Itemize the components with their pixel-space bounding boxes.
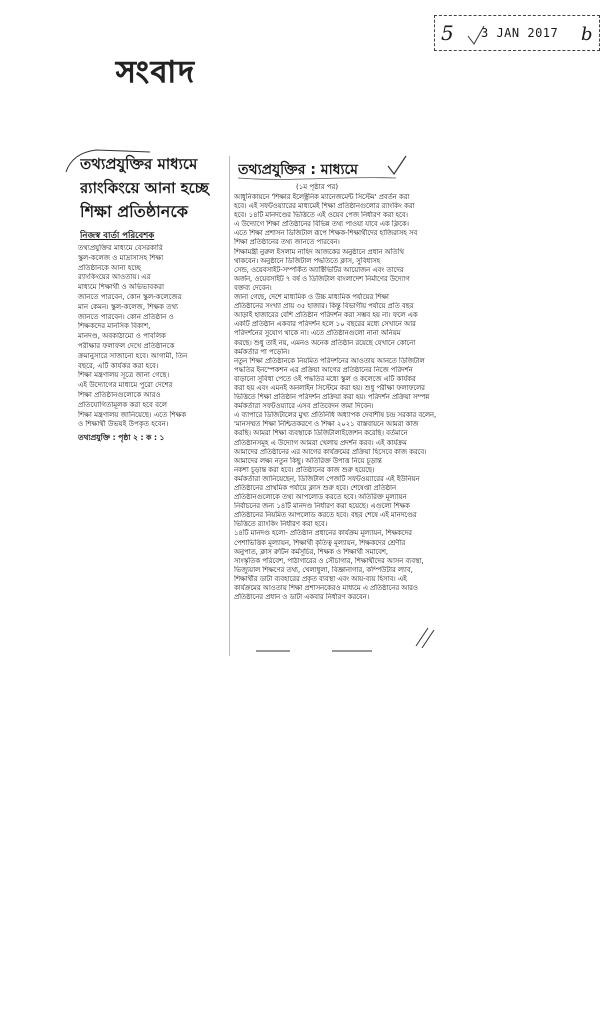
archive-stamp	[434, 15, 600, 51]
body-line: কর্মকর্তার পা পড়েনি।	[234, 347, 290, 356]
body-line: জানা গেছে, দেশে মাধ্যমিক ও উচ্চ মাধ্যমিক পর্যায়ের শিক্ষা	[234, 293, 389, 302]
body-line: পেশাভিত্তিক মূল্যায়ন, শিক্ষার্থী কৃতিত্ব মূল্যায়ন, শিক্ষকদের শ্রেণীর	[234, 538, 406, 547]
body-line: করছি। আমরা শিক্ষা ব্যবস্থাকে ডিজিটালাইজেশন করেছি। বর্তমানে	[234, 429, 408, 438]
body-line: আড়াই হাজারের বেশি প্রতিষ্ঠান পরিদর্শন করা সম্ভব হয় না। ফলে এক	[234, 311, 418, 320]
body-line: জানতে পারবেন, কোন স্কুল-কলেজের	[78, 292, 182, 301]
body-line: ভিজ্যুয়াল শিক্ষণের তথ্য, খেলাধুলা, বিজ্ঞানাগার, কম্পিউটার ল্যাব,	[234, 565, 413, 574]
body-line: শিক্ষা প্রতিষ্ঠানের তথ্য জানতে পারবেন।	[234, 238, 340, 247]
body-line: অর্জন, ওয়েবসাইট ৭ বর্ষ ও ডিজিটাল বাংলাদেশ নির্মাণের উদ্যোগ	[234, 274, 410, 283]
body-line: প্রতিষ্ঠানের সংখ্যা প্রায় ৩৫ হাজার। কিন্তু বিভাগীয় পর্যায়ে প্রতি বছর	[234, 302, 414, 311]
body-line: মাধ্যমে শিক্ষার্থী ও অভিভাবকরা	[78, 283, 164, 292]
body-line: সাংস্কৃতিক পরিবেশ, পাঠাগারের ও সৌচাগার, শিক্ষার্থীদের আসন ব্যবস্থা,	[234, 556, 424, 565]
body-line: পদ্ধতির ইনস্পেকশন এর প্রক্রিয়া আগের প্রতিষ্ঠানের নিজে পরিদর্শন	[234, 365, 413, 374]
body-line: আমাদের লক্ষ্য নতুন কিছু। অতিরিক্ত উপাত্ত নিয়ে চূড়ান্ত	[234, 456, 382, 465]
stamp-date: 3 JAN 2017	[481, 26, 559, 40]
body-line: নতুন শিক্ষা প্রতিষ্ঠানকে নিয়মিত পরিদর্শনের আওতায় আনতে ডিজিটাল	[234, 356, 425, 365]
body-line: এ উদ্যোগে শিক্ষা প্রতিষ্ঠানের বিভিন্ন তথ্য পাওয়া যাবে এক ক্লিকে।	[234, 220, 409, 229]
continued-from-label: (১ম পৃষ্ঠার পর)	[296, 183, 339, 191]
slash-mark	[416, 628, 434, 648]
body-line: শিক্ষামন্ত্রী নুরুল ইসলাম নাহিদ আজকের অনুষ্ঠানে প্রধান অতিথি	[234, 247, 404, 256]
body-line: ১৪টি মানদণ্ড হলো- প্রতিষ্ঠান প্রধানের কার্যক্রম মূল্যায়ন, শিক্ষকদের	[234, 529, 412, 538]
stamp-handwritten-mark: b	[581, 24, 593, 45]
body-line: কর্মকর্তারা সফটওয়্যারে এসব প্রতিবেদন জমা দিবেন।	[234, 402, 374, 411]
column-divider	[229, 156, 230, 656]
newspaper-masthead: সংবাদ	[116, 55, 196, 90]
body-line: আধুনিকায়নে 'শিক্ষার ইলেক্ট্রনিক ম্যানেজমেন্ট সিস্টেম' প্রবর্তন করা	[234, 193, 410, 201]
body-line: করছে। শুধু তাই নয়, এমনও অনেক প্রতিষ্ঠান রয়েছে যেখানে কোনো	[234, 338, 416, 347]
body-line: পরীক্ষার ফলাফল দেখে প্রতিষ্ঠানকে	[78, 341, 175, 350]
body-line: নকশা চূড়ান্ত করা হবে। প্রতিষ্ঠানের কাজ শুরু হয়েছে।	[234, 465, 375, 474]
body-line: প্রতিষ্ঠানসমূহ এ উদ্যোগ আমরা খেলায় প্রদর্শন করব। এই কার্যক্রম	[234, 438, 407, 447]
body-line: শিক্ষা মন্ত্রণালয় সূত্রে জানা গেছে।	[78, 371, 170, 380]
left-article-headline	[80, 152, 220, 224]
body-line: শিক্ষা মন্ত্রণালয় জানিয়েছে। এতে শিক্ষক	[78, 410, 187, 419]
stamp-number: 5	[441, 21, 454, 45]
body-line: এ ব্যাপারে ডিজিটালের মুখ্য প্রতিনিধি অধ্যাপক দেবাশীষ চন্দ্র সরকার বলেন,	[234, 411, 437, 420]
body-line: স্কুল-কলেজ ও মাদ্রাসাসহ শিক্ষা	[78, 253, 164, 262]
body-line: ভিত্তিতে র‍্যাংকিং নির্ধারণ করা হবে।	[234, 520, 328, 529]
right-article-headline: তথ্যপ্রযুক্তির : মাধ্যমে	[238, 162, 358, 178]
body-line: মানদণ্ড, অবকাঠামো ও পাবলিক	[78, 332, 166, 341]
body-line: প্রতিষ্ঠানের নিয়মিত আপলোড করতে হবে। বছর শেষে এই মানদণ্ডের	[234, 511, 417, 520]
left-article-body	[78, 244, 218, 430]
body-line: প্রতিষ্ঠানগুলোকে তথ্য আপলোড করতে হবে। অতিরিক্ত মূল্যায়ন	[234, 493, 407, 502]
body-line: বছরে, এটি কার্যকর করা হবে।	[78, 361, 159, 370]
body-line: প্রতিষ্ঠানের প্রাথমিক পর্যায়ে ক্লাস শুরু হবে। শেষেপ্তা প্রতিষ্ঠান	[234, 484, 397, 492]
body-line: থাকবেন। অনুষ্ঠানে ডিজিটাল পদ্ধতিতে ক্লাস, সুবিধাসহ	[234, 256, 381, 265]
body-line: প্রতিষ্ঠানের প্রধান ও ডাটা একবার নির্ধারণ করবেন।	[234, 593, 370, 602]
body-line: মান কেমন। স্কুল-কলেজ, শিক্ষক তথ্য	[78, 302, 179, 311]
headline-line: শিক্ষা প্রতিষ্ঠানকে	[80, 202, 188, 221]
body-line: প্রতিষ্ঠানকে আনা হচ্ছে	[78, 263, 141, 272]
body-line: 'মানসম্মত শিক্ষা নিশ্চিতকরণে ও শিক্ষা ২০২১ বাস্তবায়নে আমরা কাজ	[234, 420, 419, 429]
body-line: শিক্ষার্থীর ডাটা ব্যবহারের প্রকৃত ব্যবস্থা এবং আয়-ব্যয় হিসাব। এই	[234, 574, 407, 583]
body-line: শিক্ষকদের মানসিক বিকাশ,	[78, 322, 151, 331]
body-line: হবে। এই সফটওয়্যারের মাধ্যমেই শিক্ষা প্রতিষ্ঠানগুলোর র‍্যাংকিং করা	[234, 202, 415, 211]
body-line: কর্মকর্তারা জানিয়েছেন, ডিজিটাল পেজটি সফটওয়্যারের এই ইউনিয়ন	[234, 474, 420, 483]
body-line: অনুপাত, ক্লাস রুটিন কর্মসূচির, শিক্ষক ও শিক্ষার্থী সমাবেশ,	[234, 547, 389, 556]
left-article-continuation: তথ্যপ্রযুক্তি : পৃষ্ঠা ২ : ক : ১	[78, 433, 165, 442]
body-line: তথ্যপ্রযুক্তির মাধ্যমে বেসরকারি	[78, 244, 163, 252]
body-line: পরিদর্শনের সুযোগ থাকে না। এতে প্রতিষ্ঠানগুলো নানা অনিয়ম	[234, 329, 401, 338]
body-line: বাড়ানো সুবিধা পেতে ওই পদ্ধতির মধ্যে স্কুল ও কলেজে এটি কার্যকর	[234, 374, 416, 383]
right-article-body	[234, 193, 446, 602]
body-line: বক্তব্য দেবেন।	[234, 283, 272, 292]
body-line: ক্রমানুসারে সাজানো হবে। আগামী, তিন	[78, 351, 188, 360]
body-line: এই উদ্যোগের মাধ্যমে পুরো দেশের	[78, 381, 173, 390]
body-line: ও শিক্ষার্থী উভয়ই উপকৃত হবেন।	[78, 420, 169, 429]
body-line: আমাদের প্রতিষ্ঠানের এর আগের কার্যক্রমের প্রক্রিয়া হিসেবে কাজ করবে।	[234, 447, 427, 456]
body-line: জানতে পারবেন। কোন প্রতিষ্ঠান ও	[78, 312, 174, 321]
body-line: করা হয় এবং এমনই অনলাইন সিস্টেমে করা হয়। শুধু পরীক্ষা ফলাফলের	[234, 383, 425, 392]
headline-line: র‍্যাংকিংয়ে আনা হচ্ছে	[80, 179, 209, 197]
body-line: এতে শিক্ষা প্রশাসন ডিজিটাল রূপে শিক্ষক-শিক্ষার্থীদের হাজিরাসহ সব	[234, 229, 418, 238]
body-line: সেন্ড, ওয়েবসাইট-সম্পর্কিত অ্যাক্টিভিটির আয়োজন এবং তাদের	[234, 265, 404, 274]
body-line: নির্বাচনের জন্য ১৪টি মানদণ্ড নির্ধারণ করা হয়েছে। এগুলো শিক্ষক	[234, 502, 410, 511]
body-line: একটি প্রতিষ্ঠান একবার পরিদর্শন হলে ১০ বছরের মধ্যে সেখানে আর	[234, 320, 416, 329]
left-article-byline: নিজস্ব বার্তা পরিবেশক	[80, 231, 155, 241]
body-line: র‍্যাংকিংয়ের আওতায়। এর	[78, 273, 151, 282]
body-line: হবে। ১৪টি মানদণ্ডের ভিত্তিতে এই ওয়েব পেজ নির্ধারণ করা হবে।	[234, 211, 408, 220]
body-line: প্রতিযোগিতামূলক করা হবে বলে	[78, 400, 167, 409]
body-line: কার্যক্রমের আওতায় শিক্ষা প্রশাসনকেরও মাধ্যমে এ প্রতিষ্ঠানের আরও	[234, 584, 418, 593]
body-line: ভিত্তিতে শিক্ষা প্রতিষ্ঠান পরিদর্শন প্রক্রিয়া করা হয়। পরিদর্শন প্রক্রিয়া সম্পন্ন	[234, 393, 430, 402]
headline-line: তথ্যপ্রযুক্তির মাধ্যমে	[80, 155, 198, 173]
body-line: শিক্ষা প্রতিষ্ঠানগুলোকে আরও	[78, 390, 161, 399]
